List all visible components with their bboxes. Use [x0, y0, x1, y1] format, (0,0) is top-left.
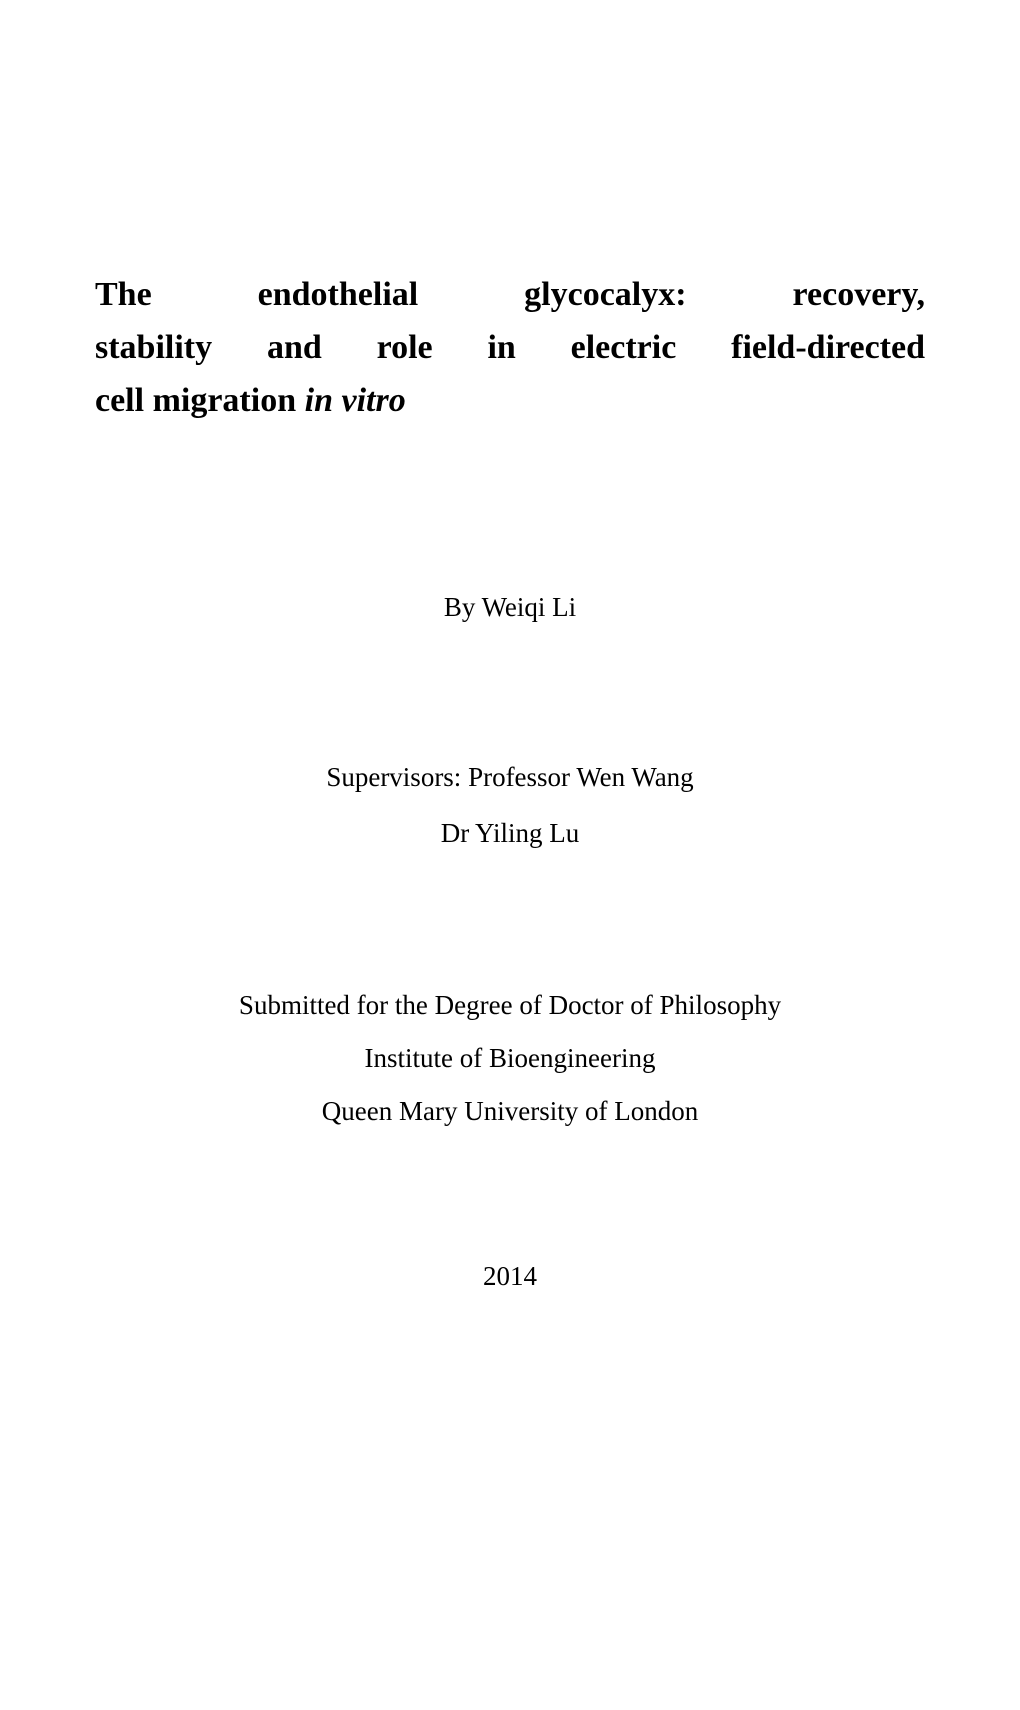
title-line-3: [95, 374, 925, 427]
title-line-3-plain: cell migration: [95, 382, 305, 419]
year-block: [95, 1256, 925, 1296]
submission-line-3: Queen Mary University of London: [321, 1096, 699, 1126]
supervisor-line-1: Supervisors: Professor Wen Wang: [326, 762, 694, 792]
submission-line-2: Institute of Bioengineering: [364, 1043, 656, 1073]
supervisor-line-2: Dr Yiling Lu: [440, 818, 580, 848]
author-block: [95, 587, 925, 627]
thesis-title-page: [0, 268, 1020, 1710]
supervisors-block: [95, 749, 925, 861]
page-title: [95, 268, 925, 427]
title-line-1: The endothelial glycocalyx: recovery,: [95, 276, 925, 313]
submission-line-1: Submitted for the Degree of Doctor of Philosophy: [238, 990, 782, 1020]
title-line-2: stability and role in electric field-directed: [95, 329, 925, 366]
submission-block: [95, 979, 925, 1138]
author-name: By Weiqi Li: [443, 592, 577, 622]
publication-year: 2014: [483, 1261, 537, 1291]
title-line-3-italic: in vitro: [304, 382, 406, 419]
